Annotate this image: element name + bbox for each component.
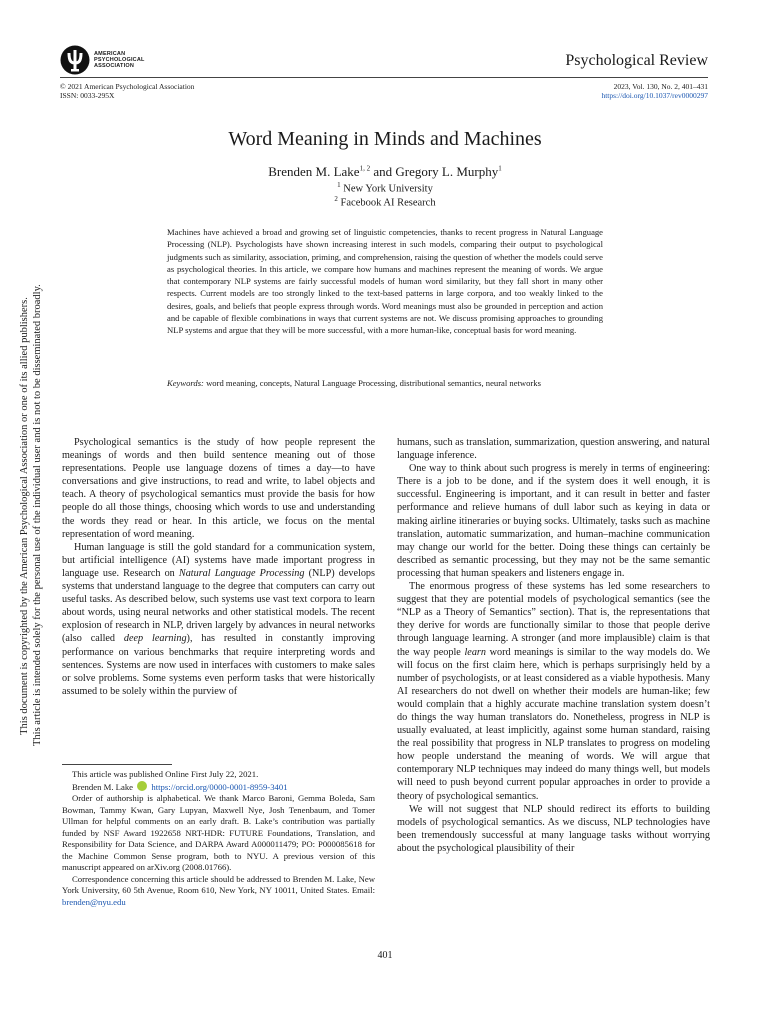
footnote-divider xyxy=(62,764,172,765)
affiliation-2: $^2$ Facebook AI Research xyxy=(334,195,436,209)
keywords: Keywords: word meaning, concepts, Natural Language Processing, distributional semantics, neural networks xyxy=(167,378,541,388)
body-column-right xyxy=(397,436,710,855)
header-divider xyxy=(60,77,708,78)
paragraph: One way to think about such progress is merely in terms of engineering: There is a job to be done, and if the system does it well enough, it is successful. Engineering is important, and it can result in better and faster performance and relieve humans of dull labor such as keying in data or making airline itineraries or buying socks. Ultimately, tasks such as machine translation, automatic summarization, and human–machine communication may change our world for the better. Doing these things can certainly be described as semantic processing, but they may not be the same semantic processing that human speakers and listeners engage in. xyxy=(397,463,710,579)
author-2: Gregory L. Murphy xyxy=(395,164,499,179)
volume-info: 2023, Vol. 130, No. 2, 401–431 xyxy=(613,82,708,91)
apa-logo xyxy=(60,40,160,80)
published-note: This article was published Online First July 22, 2021. xyxy=(72,769,259,779)
authors: Brenden M. Lake$^{1, 2}$ and Gregory L. Murphy$^1$ xyxy=(268,164,502,179)
paragraph: humans, such as translation, summarization, question answering, and natural language inference. xyxy=(397,437,710,462)
doi-link[interactable]: https://doi.org/10.1037/rev0000297 xyxy=(601,91,708,100)
correspondence-note: Correspondence concerning this article should be addressed to Brenden M. Lake, New York University, 60 5th Avenue, Room 610, New York, NY 10011, United States. Email: brenden@nyu.edu xyxy=(62,873,375,907)
orcid-icon xyxy=(137,781,147,791)
copyright: © 2021 American Psychological Association xyxy=(60,82,195,91)
body-column-left xyxy=(62,436,375,698)
paragraph: Human language is still the gold standard for a communication system, but artificial intelligence (AI) systems have made important progress in language use. Research on Natural Language Processing (NLP) develops systems that understand language to the degree that computers can carry out useful tasks. As described below, such systems use vast text corpora to learn about words, using neural networks and other statistical models. The recent explosion of research in NLP, driven largely by advances in neural networks (also called deep learning), has resulted in constantly improving performance on various benchmarks that require interpreting words and sentences. Systems are now used in interfaces with customers to make sales or solve problems. Some systems even perform tasks that were historically assumed to be solely within the purview of xyxy=(62,541,375,697)
journal-name: Psychological Review xyxy=(565,52,708,69)
psi-logo-icon xyxy=(60,45,90,75)
article-title: Word Meaning in Minds and Machines xyxy=(228,128,542,150)
email-link[interactable]: brenden@nyu.edu xyxy=(62,896,126,907)
abstract: Machines have achieved a broad and growing set of linguistic competencies, thanks to recent progress in Natural Language Processing (NLP). Psychologists have shown increasing interest in such models, comparing their output to psychological judgments such as similarity, association, priming, and comprehension, raising the question of whether the models could serve as psychological theories. In this article, we compare how humans and machines represent the meaning of words. We argue that contemporary NLP systems are fairly successful models of human word similarity, but they fall short in many other respects. Current models are too strongly linked to the text-based patterns in large corpora, and too weakly linked to the desires, goals, and beliefs that people express through words. Word meanings must also be grounded in perception and action and be capable of flexible combinations in ways that current systems are not. We discuss promising approaches to grounding NLP systems and argue that they will be more successful, with a more human-like, conceptual basis for word meaning. xyxy=(167,227,603,336)
issn: ISSN: 0033-295X xyxy=(60,91,115,100)
paragraph: Psychological semantics is the study of how people represent the meanings of words and then build sentence meaning out of those representations. People use language dozens of times a day—to have conversations and give instructions, to read and write, to label objects and teach. A theory of psychological semantics must provide the basis for how people do all those things, choosing which words to use and understanding the words they read or hear. In this article, we focus on the mental representation of word meaning. xyxy=(62,437,375,540)
footnotes xyxy=(62,769,375,908)
side-notice-line-1: This document is copyrighted by the American Psychological Association or one of its allied publishers. xyxy=(19,297,30,735)
copyright-block xyxy=(60,82,194,100)
side-notice-line-2: This article is intended solely for the personal use of the individual user and is not to be disseminated broadly. xyxy=(32,284,43,746)
paragraph: The enormous progress of these systems has led some researchers to suggest that they are potential models of psychological semantics (see the “NLP as a Theory of Semantics” section). That is, the representations that they derive for words are functionally similar to those that people derive through language learning. A stronger (and more implausible) claim is that the way people learn word meanings is similar to the way models do. We will focus on the first claim here, which is perhaps surprisingly held by a number of psychologists, or at least considered as a viable hypothesis. Many AI researchers do not dwell on whether their models are human-like; few would complain that a highly accurate machine translation system doesn’t do things the way human translators do. Nonetheless, progress in NLP is usually evaluated, at least implicitly, against some human standard, raising the real possibility that progress in NLP translates to progress on modeling how people understand the meaning of words. We will argue that contemporary NLP techniques may indeed do many things well, but models will need to push beyond current popular approaches in order to provide a theory of psychological semantics. xyxy=(397,581,710,802)
orcid-note: Brenden M. Lake https://orcid.org/0000-0001-8959-3401 xyxy=(72,781,288,792)
publisher-name: AMERICAN PSYCHOLOGICAL ASSOCIATION xyxy=(94,51,145,69)
acknowledgment-note: Order of authorship is alphabetical. We thank Marco Baroni, Gemma Boleda, Sam Bowman, Tammy Kwan, Gary Lupyan, Maxwell Nye, Josh Tenenbaum, and Tomer Ullman for helpful comments on an early draft. B. Lake’s contribution was partially funded by NSF Award 1922658 NRT-HDR: FUTURE Foundations, Translation, and Responsibility for Data Science, and DARPA Award A000011479; PO: P000085618 for the Machine Common Sense program, both to NYU. A previous version of this manuscript appeared on arXiv.org (2008.01766). xyxy=(62,793,375,872)
affiliation-1: $^1$ New York University xyxy=(337,181,433,195)
orcid-link[interactable]: https://orcid.org/0000-0001-8959-3401 xyxy=(151,781,288,792)
paragraph: We will not suggest that NLP should redirect its efforts to building models of psychological semantics. As we discuss, NLP technologies have been tremendously successful at many language tasks without worrying about the psychological plausibility of their xyxy=(397,803,710,854)
author-1: Brenden M. Lake xyxy=(268,164,360,179)
page-number: 401 xyxy=(377,950,393,961)
volume-block xyxy=(601,82,708,100)
